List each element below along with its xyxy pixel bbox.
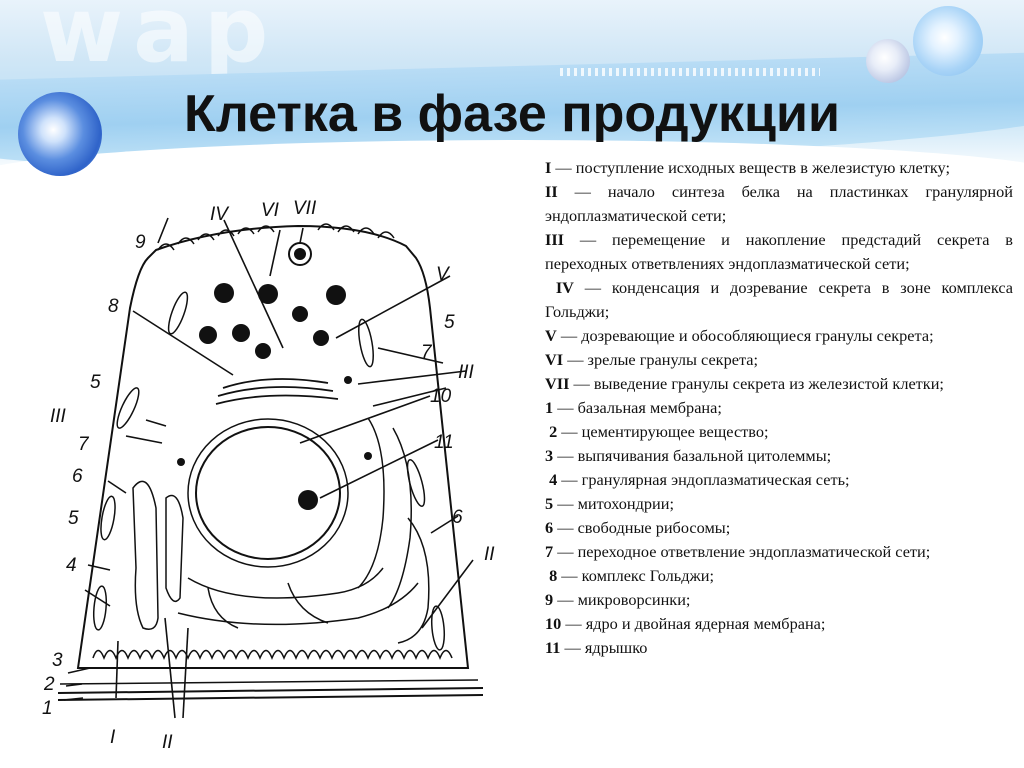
- label-4: 4: [66, 555, 77, 576]
- legend-item: 8 — комплекс Гольджи;: [549, 566, 714, 585]
- diagram-labels: [42, 198, 495, 753]
- label-5-left-top: 5: [90, 372, 101, 393]
- label-11: 11: [434, 432, 454, 453]
- slide-title: Клетка в фазе продукции: [184, 85, 840, 143]
- legend-item: 11 — ядрышко: [545, 638, 648, 657]
- label-7-left: 7: [78, 434, 89, 455]
- legend-item: 10 — ядро и двойная ядерная мембрана;: [545, 614, 826, 633]
- legend-item: 7 — переходное ответвление эндоплазматической сети;: [545, 542, 931, 561]
- label-II: II: [162, 732, 173, 753]
- legend-item: 4 — гранулярная эндоплазматическая сеть;: [549, 470, 850, 489]
- label-2: 2: [44, 674, 55, 695]
- legend-item: 5 — митохондрии;: [545, 494, 674, 513]
- legend-item: IV — конденсация и дозревание секрета в зоне комплекса Гольджи;: [545, 278, 1013, 321]
- label-VI: VI: [261, 200, 279, 221]
- legend-item: 3 — выпячивания базальной цитолеммы;: [545, 446, 832, 465]
- legend-item: III — перемещение и накопление предстадий секрета в переходных ответвлениях эндоплазматической сети;: [545, 230, 1013, 273]
- legend-item: I — поступление исходных веществ в железистую клетку;: [545, 158, 950, 177]
- legend-item: 6 — свободные рибосомы;: [545, 518, 731, 537]
- label-III-left: III: [50, 406, 66, 427]
- header-dots: [560, 68, 820, 76]
- legend-item: 1 — базальная мембрана;: [545, 398, 722, 417]
- legend-item: V — дозревающие и обособляющиеся гранулы секрета;: [545, 326, 934, 345]
- label-6-left: 6: [72, 466, 83, 487]
- label-3: 3: [52, 650, 63, 671]
- legend-item: 9 — микроворсинки;: [545, 590, 691, 609]
- label-8: 8: [108, 296, 119, 317]
- label-I: I: [110, 727, 116, 748]
- small-sphere-decoration: [866, 39, 910, 83]
- watermark: wap: [40, 0, 279, 83]
- legend-item: II — начало синтеза белка на пластинках гранулярной эндоплазматической сети;: [545, 182, 1013, 225]
- legend-item: VII — выведение гранулы секрета из железистой клетки;: [545, 374, 944, 393]
- label-7-right: 7: [421, 342, 432, 363]
- label-III-right: III: [458, 362, 474, 383]
- label-IV: IV: [210, 204, 228, 225]
- label-6-right: 6: [452, 507, 463, 528]
- legend-item: VI — зрелые гранулы секрета;: [545, 350, 759, 369]
- label-VII: VII: [293, 198, 317, 219]
- light-blue-sphere-decoration: [913, 6, 983, 76]
- label-II-right: II: [484, 544, 495, 565]
- label-V: V: [436, 264, 449, 285]
- label-10: 10: [430, 386, 452, 407]
- label-5-right: 5: [444, 312, 455, 333]
- cell-diagram: [38, 188, 508, 758]
- label-9: 9: [135, 232, 146, 253]
- legend-item: 2 — цементирующее вещество;: [549, 422, 769, 441]
- legend: [545, 156, 1013, 660]
- label-1: 1: [42, 698, 53, 719]
- label-5-left: 5: [68, 508, 79, 529]
